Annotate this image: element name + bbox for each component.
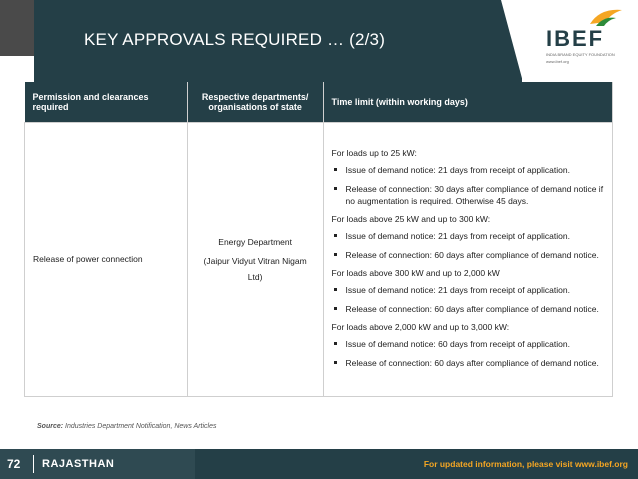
footer-website-link[interactable]: For updated information, please visit www.ibef.org [423, 459, 628, 469]
table-row [25, 122, 613, 396]
section-heading: For loads above 300 kW and up to 2,000 kW [331, 267, 500, 278]
source-note [37, 423, 216, 430]
bullet-item: Issue of demand notice: 60 days from receipt of application. [332, 338, 604, 350]
footer-state-name: RAJASTHAN [42, 458, 115, 470]
section-heading: For loads above 25 kW and up to 300 kW: [331, 213, 491, 224]
approvals-table-wrapper [24, 82, 613, 397]
slide-footer [0, 449, 638, 479]
header-left-block [0, 0, 34, 56]
ibef-logo [540, 10, 632, 70]
department-name: Energy Department [218, 236, 292, 247]
time-limit-section [332, 322, 604, 369]
section-heading: For loads up to 25 kW: [331, 147, 417, 158]
bullet-item: Release of connection: 60 days after compliance of demand notice. [332, 303, 604, 315]
approvals-table [24, 82, 613, 397]
logo-wordmark: IBEF [546, 26, 605, 51]
logo-tagline: INDIA BRAND EQUITY FOUNDATION [546, 52, 615, 57]
source-label: Source: [37, 423, 64, 430]
department-org: (Jaipur Vidyut Vitran Nigam Ltd) [203, 255, 307, 282]
column-header-department: Respective departments/ organisations of state [187, 82, 323, 122]
column-header-permission: Permission and clearances required [25, 82, 188, 122]
footer-divider [33, 455, 34, 473]
time-limit-section [332, 148, 604, 207]
time-limit-section [332, 268, 604, 315]
slide-header [0, 0, 638, 82]
bullet-item: Issue of demand notice: 21 days from receipt of application. [332, 164, 604, 176]
time-limit-cell [323, 122, 612, 396]
permission-cell: Release of power connection [25, 122, 188, 396]
bird-icon [586, 6, 626, 28]
bullet-item: Release of connection: 60 days after compliance of demand notice. [332, 357, 604, 369]
column-header-time-limit: Time limit (within working days) [323, 82, 612, 122]
bullet-item: Issue of demand notice: 21 days from receipt of application. [332, 284, 604, 296]
page-number: 72 [7, 457, 21, 471]
department-cell [187, 122, 323, 396]
bullet-item: Issue of demand notice: 21 days from receipt of application. [332, 230, 604, 242]
section-heading: For loads above 2,000 kW and up to 3,000 kW: [331, 321, 510, 332]
table-header-row [25, 82, 613, 122]
time-limit-section [332, 214, 604, 261]
bullet-item: Release of connection: 60 days after compliance of demand notice. [332, 249, 604, 261]
logo-url: www.ibef.org [546, 59, 569, 64]
page-title: KEY APPROVALS REQUIRED … (2/3) [84, 30, 386, 49]
source-text: Industries Department Notification, News Articles [65, 423, 217, 430]
bullet-item: Release of connection: 30 days after compliance of demand notice if no augmentation is required. Otherwise 45 days. [332, 183, 604, 207]
